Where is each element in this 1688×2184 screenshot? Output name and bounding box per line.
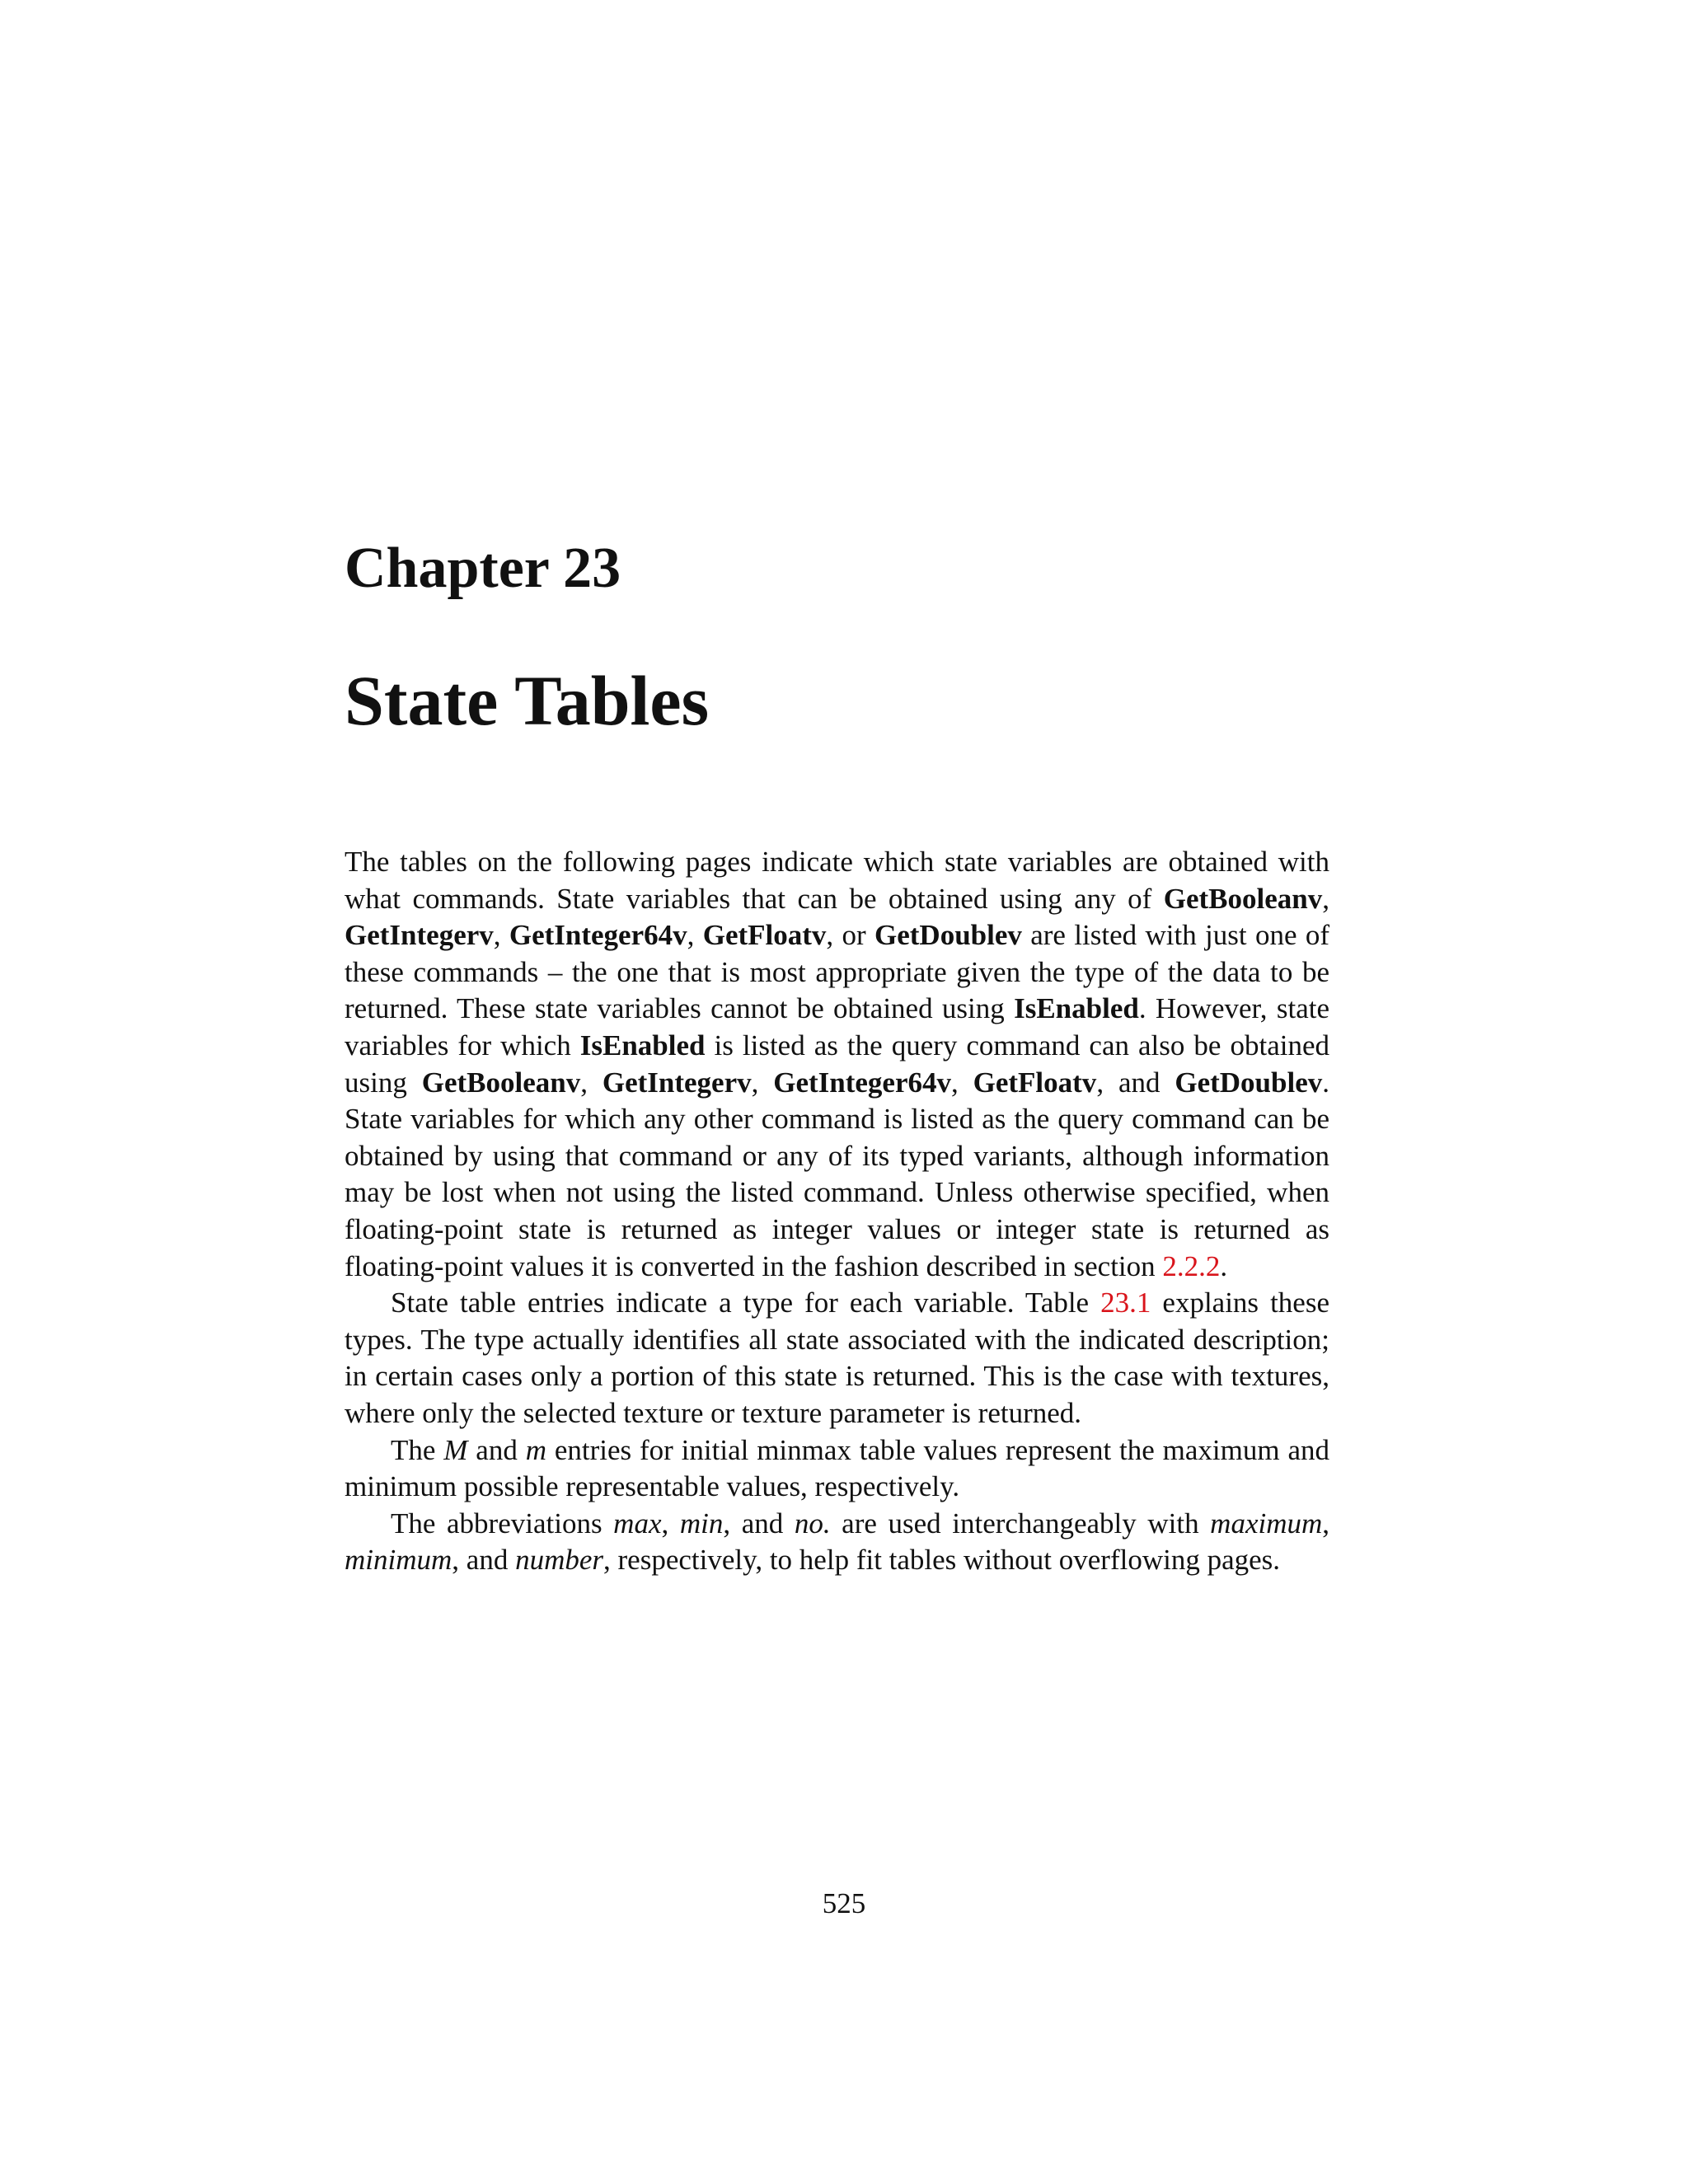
chapter-body (345, 844, 1329, 1579)
text-run: , (580, 1066, 603, 1099)
table-reference-link[interactable]: 23.1 (1100, 1286, 1151, 1319)
paragraph-intro (345, 844, 1329, 1285)
command-name: GetIntegerv (345, 919, 494, 952)
command-name: GetDoublev (874, 919, 1022, 952)
math-variable: m (525, 1433, 546, 1466)
text-run: . State variables for which any other command is listed as the query command can be obtained by using that command or any of its typed variants, although information may be lost when not using the listed command. Unless otherwise specified, when floating-point state is returned as integer values or integer state is returned as floating-point values it is converted in the fashion described in section (345, 1066, 1329, 1282)
text-run: are listed with just one of these commands – the one that is most appropriate given the type of the data to be returned. These state variables cannot be obtained using (345, 919, 1329, 1025)
math-variable: M (443, 1433, 468, 1466)
text-run: , (661, 1507, 680, 1540)
command-name: GetInteger64v (509, 919, 687, 952)
chapter-label: Chapter 23 (345, 537, 621, 600)
abbreviation: max (613, 1507, 662, 1540)
text-run: , (1322, 882, 1329, 915)
paragraph-abbreviations (345, 1506, 1329, 1579)
text-run: explains these types. The type actually identifies all state associated with the indicated description; in certain cases only a portion of this state is returned. This is the case with textures, where only the selected texture or texture parameter is returned. (345, 1286, 1329, 1429)
chapter-title: State Tables (345, 661, 710, 740)
command-name: GetIntegerv (602, 1066, 752, 1099)
text-run: , (951, 1066, 973, 1099)
paragraph-types (345, 1285, 1329, 1432)
command-name: IsEnabled (1014, 992, 1139, 1025)
command-name: IsEnabled (579, 1029, 706, 1062)
command-name: GetBooleanv (1163, 882, 1323, 915)
text-run: , and (1096, 1066, 1175, 1099)
page-number: 525 (822, 1887, 866, 1919)
text-run: , and (452, 1544, 516, 1577)
command-name: GetInteger64v (773, 1066, 951, 1099)
text-run: The tables on the following pages indicate which state variables are obtained with what commands. State variables that can be obtained using any of (345, 846, 1329, 915)
text-run: State table entries indicate a type for each variable. Table (391, 1286, 1101, 1319)
command-name: GetFloatv (702, 919, 827, 952)
abbreviation: min (679, 1507, 724, 1540)
text-run: , respectively, to help fit tables without overflowing pages. (603, 1544, 1281, 1577)
text-run: entries for initial minmax table values represent the maximum and minimum possible representable values, respectively. (345, 1433, 1329, 1503)
text-run: , and (723, 1507, 795, 1540)
text-run: are used interchangeably with (830, 1507, 1211, 1540)
text-run: , or (826, 919, 874, 952)
command-name: GetBooleanv (421, 1066, 581, 1099)
emphasized-word: maximum (1210, 1507, 1323, 1540)
abbreviation: no. (794, 1507, 831, 1540)
section-reference-link[interactable]: 2.2.2 (1162, 1249, 1221, 1282)
command-name: GetDoublev (1175, 1066, 1323, 1099)
paragraph-minmax (345, 1432, 1329, 1506)
text-run: . (1220, 1249, 1228, 1282)
text-run: . However, state variables for which (345, 992, 1329, 1062)
text-run: , (1322, 1507, 1330, 1540)
text-run: is listed as the query command can also be obtained using (345, 1029, 1329, 1099)
text-run: The (391, 1433, 444, 1466)
text-run: , (687, 919, 703, 952)
text-run: , (751, 1066, 774, 1099)
text-run: , (493, 919, 509, 952)
emphasized-word: number (515, 1544, 604, 1577)
text-run: The abbreviations (391, 1507, 614, 1540)
text-run: and (467, 1433, 526, 1466)
emphasized-word: minimum (345, 1544, 452, 1577)
command-name: GetFloatv (973, 1066, 1097, 1099)
